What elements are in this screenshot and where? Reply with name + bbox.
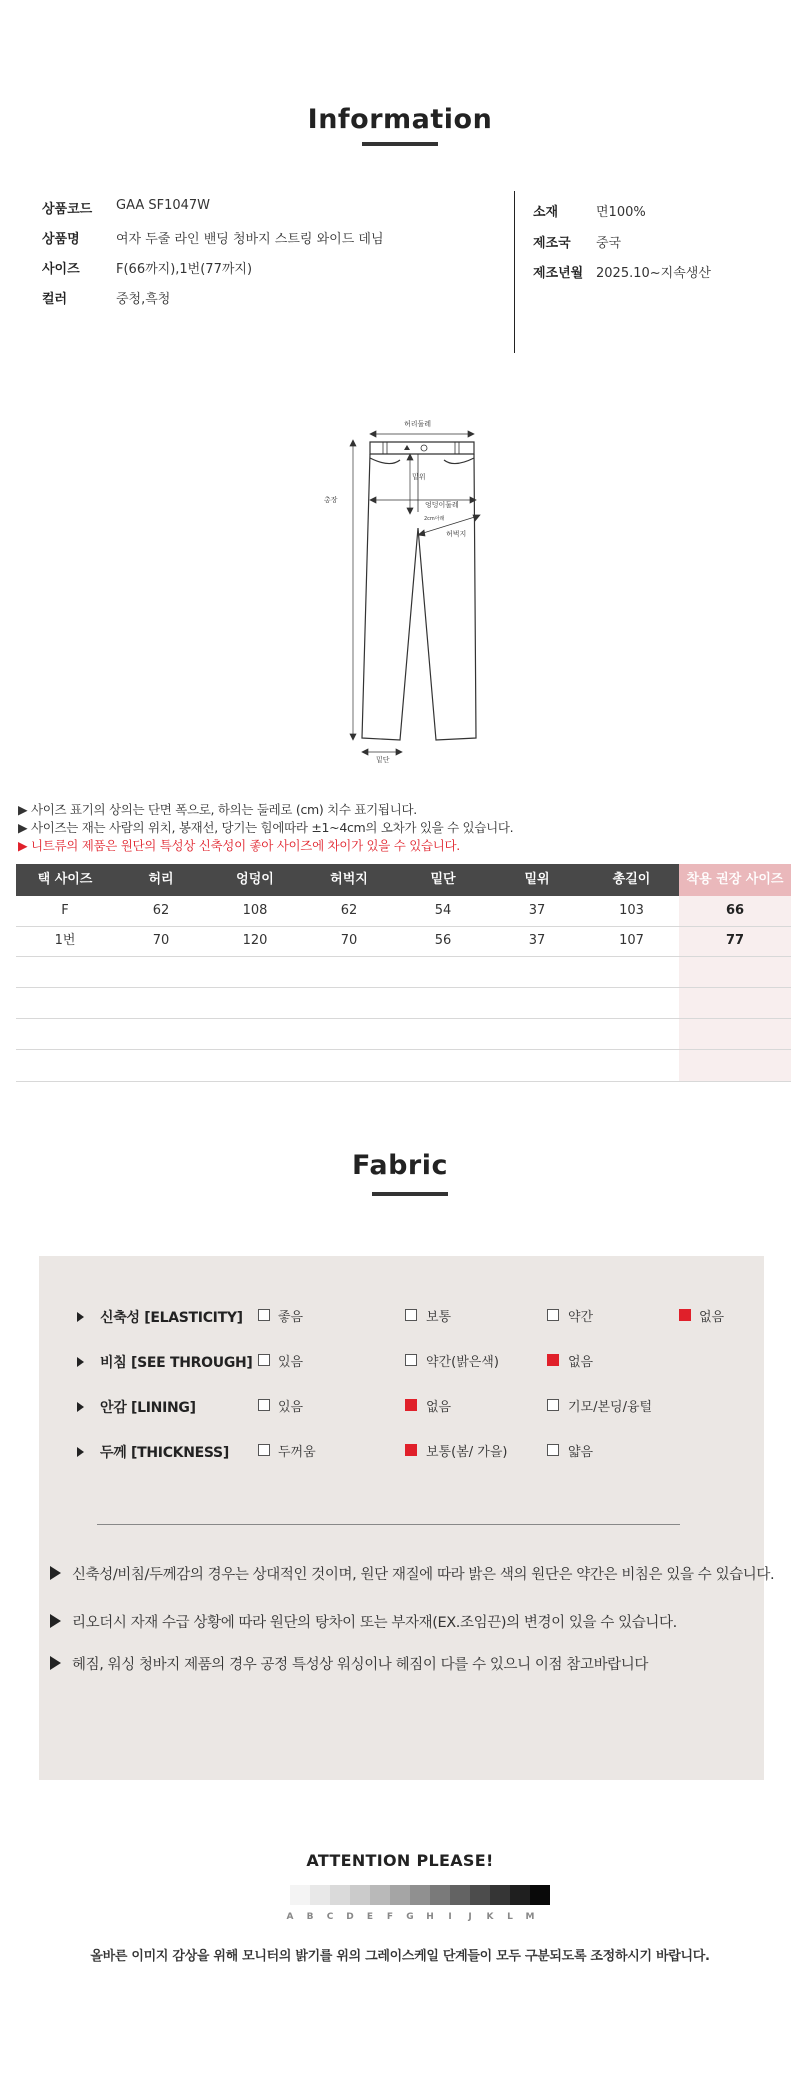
table-cell: 70 xyxy=(340,933,358,948)
diagram-label-total: 총장 xyxy=(324,496,338,504)
table-row-divider xyxy=(16,987,791,988)
info-divider xyxy=(514,191,515,353)
table-cell: 54 xyxy=(434,903,452,918)
fabric-label-lining: 안감 [LINING] xyxy=(100,1400,196,1416)
grayscale-swatch xyxy=(530,1885,550,1905)
bullet-triangle-icon xyxy=(77,1402,84,1412)
bullet-triangle-icon xyxy=(50,1566,61,1580)
size-note-2: ▶ 사이즈는 재는 사람의 위치, 봉재선, 당기는 힘에따라 ±1~4cm의 오차가 있을 수 있습니다. xyxy=(18,820,514,835)
table-cell: 62 xyxy=(340,903,358,918)
grayscale-letter: G xyxy=(406,1912,414,1922)
diagram-label-hem: 밑단 xyxy=(376,756,390,764)
checkbox-elasticity-none[interactable] xyxy=(679,1309,691,1321)
grayscale-swatch xyxy=(450,1885,470,1905)
option-label: 보통(봄/ 가을) xyxy=(426,1445,508,1460)
size-note-3: ▶ 니트류의 제품은 원단의 특성상 신축성이 좋아 사이즈에 차이가 있을 수 있습니다. xyxy=(18,838,460,853)
option-label: 약간(밝은색) xyxy=(426,1355,499,1370)
fabric-panel xyxy=(39,1256,764,1780)
fabric-note-1: 신축성/비침/두께감의 경우는 상대적인 것이며, 원단 재질에 따라 밝은 색의 원단은 약간은 비침은 있을 수 있습니다. xyxy=(72,1567,775,1583)
title-underline xyxy=(362,142,438,146)
th-rise: 밑위 xyxy=(524,872,550,887)
checkbox-thickness-normal[interactable] xyxy=(405,1444,417,1456)
table-cell: 107 xyxy=(619,933,644,948)
table-cell: F xyxy=(61,903,69,918)
grayscale-letter: D xyxy=(346,1912,354,1922)
bullet-triangle-icon xyxy=(77,1312,84,1322)
info-value-material: 면100% xyxy=(596,205,646,220)
info-label-material: 소재 xyxy=(533,205,559,220)
option-label: 좋음 xyxy=(278,1310,304,1325)
diagram-label-waist: 허리둘레 xyxy=(404,420,432,428)
grayscale-swatch xyxy=(470,1885,490,1905)
fabric-label-see-through: 비침 [SEE THROUGH] xyxy=(100,1355,253,1371)
grayscale-letter: I xyxy=(448,1912,452,1922)
fabric-label-thickness: 두께 [THICKNESS] xyxy=(100,1445,229,1461)
grayscale-letter: L xyxy=(507,1912,513,1922)
table-cell-recommend: 77 xyxy=(725,933,745,948)
grayscale-letter: K xyxy=(486,1912,494,1922)
grayscale-swatch xyxy=(310,1885,330,1905)
info-value-code: GAA SF1047W xyxy=(116,198,211,213)
information-title: Information xyxy=(307,104,493,135)
grayscale-swatch xyxy=(410,1885,430,1905)
table-cell: 103 xyxy=(619,903,644,918)
table-cell: 108 xyxy=(242,903,268,918)
option-label: 없음 xyxy=(699,1310,725,1325)
th-hip: 엉덩이 xyxy=(236,872,274,887)
table-row-divider xyxy=(16,1018,791,1019)
grayscale-letter: A xyxy=(286,1912,294,1922)
info-value-country: 중국 xyxy=(596,236,622,251)
checkbox-elasticity-good[interactable] xyxy=(258,1309,270,1321)
checkbox-thickness-thick[interactable] xyxy=(258,1444,270,1456)
th-thigh: 허벅지 xyxy=(330,872,368,887)
grayscale-letter: C xyxy=(326,1912,334,1922)
table-row-divider xyxy=(16,1081,791,1082)
option-label: 없음 xyxy=(426,1400,452,1415)
option-label: 기모/본딩/융털 xyxy=(568,1400,653,1415)
fabric-title-underline xyxy=(372,1192,448,1196)
grayscale-swatch xyxy=(290,1885,310,1905)
grayscale-swatch xyxy=(390,1885,410,1905)
info-label-country: 제조국 xyxy=(533,236,571,251)
option-label: 약간 xyxy=(568,1310,594,1325)
grayscale-swatch xyxy=(490,1885,510,1905)
checkbox-lining-yes[interactable] xyxy=(258,1399,270,1411)
table-row-divider xyxy=(16,1049,791,1050)
fabric-divider xyxy=(97,1524,680,1525)
info-label-date: 제조년월 xyxy=(533,266,584,281)
size-note-1: ▶ 사이즈 표기의 상의는 단면 폭으로, 하의는 둘레로 (cm) 치수 표기됩니다. xyxy=(18,802,417,817)
diagram-label-rise: 밑위 xyxy=(412,473,426,481)
grayscale-swatch xyxy=(430,1885,450,1905)
checkbox-see-through-none[interactable] xyxy=(547,1354,559,1366)
info-value-name: 여자 두줄 라인 밴딩 청바지 스트링 와이드 데님 xyxy=(116,232,384,247)
grayscale-letter: E xyxy=(366,1912,374,1922)
checkbox-elasticity-slight[interactable] xyxy=(547,1309,559,1321)
checkbox-thickness-thin[interactable] xyxy=(547,1444,559,1456)
diagram-label-thigh: 허벅지 xyxy=(446,530,467,538)
checkbox-see-through-yes[interactable] xyxy=(258,1354,270,1366)
table-cell: 37 xyxy=(528,903,546,918)
info-label-code: 상품코드 xyxy=(42,202,93,217)
fabric-note-3: 헤짐, 워싱 청바지 제품의 경우 공정 특성상 워싱이나 헤짐이 다를 수 있으니 이점 참고바랍니다 xyxy=(72,1657,648,1673)
grayscale-letter: B xyxy=(306,1912,314,1922)
fabric-note-2: 리오더시 자재 수급 상황에 따라 원단의 탕차이 또는 부자재(EX.조임끈)의 변경이 있을 수 있습니다. xyxy=(72,1615,677,1631)
info-value-color: 중청,흑청 xyxy=(116,292,171,307)
grayscale-letter: F xyxy=(386,1912,394,1922)
checkbox-lining-fleece[interactable] xyxy=(547,1399,559,1411)
option-label: 없음 xyxy=(568,1355,594,1370)
option-label: 있음 xyxy=(278,1400,304,1415)
fabric-label-elasticity: 신축성 [ELASTICITY] xyxy=(100,1310,243,1326)
bullet-triangle-icon xyxy=(50,1656,61,1670)
checkbox-see-through-slight[interactable] xyxy=(405,1354,417,1366)
grayscale-swatch xyxy=(350,1885,370,1905)
info-label-size: 사이즈 xyxy=(42,262,80,277)
table-cell-recommend: 66 xyxy=(725,903,745,918)
info-label-color: 컬러 xyxy=(42,292,68,307)
attention-title: ATTENTION PLEASE! xyxy=(306,1851,494,1870)
table-cell: 1번 xyxy=(54,933,76,948)
th-recommend: 착용 권장 사이즈 xyxy=(679,864,791,896)
table-cell: 62 xyxy=(152,903,170,918)
checkbox-elasticity-normal[interactable] xyxy=(405,1309,417,1321)
bullet-triangle-icon xyxy=(77,1447,84,1457)
table-cell: 56 xyxy=(434,933,452,948)
pants-size-diagram xyxy=(300,412,500,768)
th-tag-size: 택 사이즈 xyxy=(37,872,93,887)
grayscale-letter: J xyxy=(468,1912,472,1922)
table-cell: 37 xyxy=(528,933,546,948)
diagram-label-hip: 엉덩이둘레 xyxy=(425,501,459,509)
grayscale-swatch xyxy=(510,1885,530,1905)
th-waist: 허리 xyxy=(148,872,174,887)
bullet-triangle-icon xyxy=(77,1357,84,1367)
option-label: 얇음 xyxy=(568,1445,594,1460)
attention-note: 올바른 이미지 감상을 위해 모니터의 밝기를 위의 그레이스케일 단계들이 모두 구분되도록 조정하시기 바랍니다. xyxy=(90,1949,710,1964)
option-label: 두꺼움 xyxy=(278,1445,316,1460)
bullet-triangle-icon xyxy=(50,1614,61,1628)
grayscale-letter: M xyxy=(525,1912,535,1922)
info-value-size: F(66까지),1번(77까지) xyxy=(116,262,253,277)
table-row-divider xyxy=(16,956,791,957)
grayscale-swatch xyxy=(330,1885,350,1905)
fabric-title: Fabric xyxy=(352,1150,448,1181)
diagram-label-thigh-offset: 2cm아래 xyxy=(424,516,445,522)
table-cell: 120 xyxy=(242,933,268,948)
table-cell: 70 xyxy=(152,933,170,948)
option-label: 보통 xyxy=(426,1310,452,1325)
th-hem: 밑단 xyxy=(430,872,456,887)
info-value-date: 2025.10~지속생산 xyxy=(596,266,711,281)
checkbox-lining-none[interactable] xyxy=(405,1399,417,1411)
option-label: 있음 xyxy=(278,1355,304,1370)
th-length: 총길이 xyxy=(612,872,651,887)
grayscale-swatch xyxy=(370,1885,390,1905)
grayscale-letter: H xyxy=(426,1912,434,1922)
info-label-name: 상품명 xyxy=(42,232,80,247)
